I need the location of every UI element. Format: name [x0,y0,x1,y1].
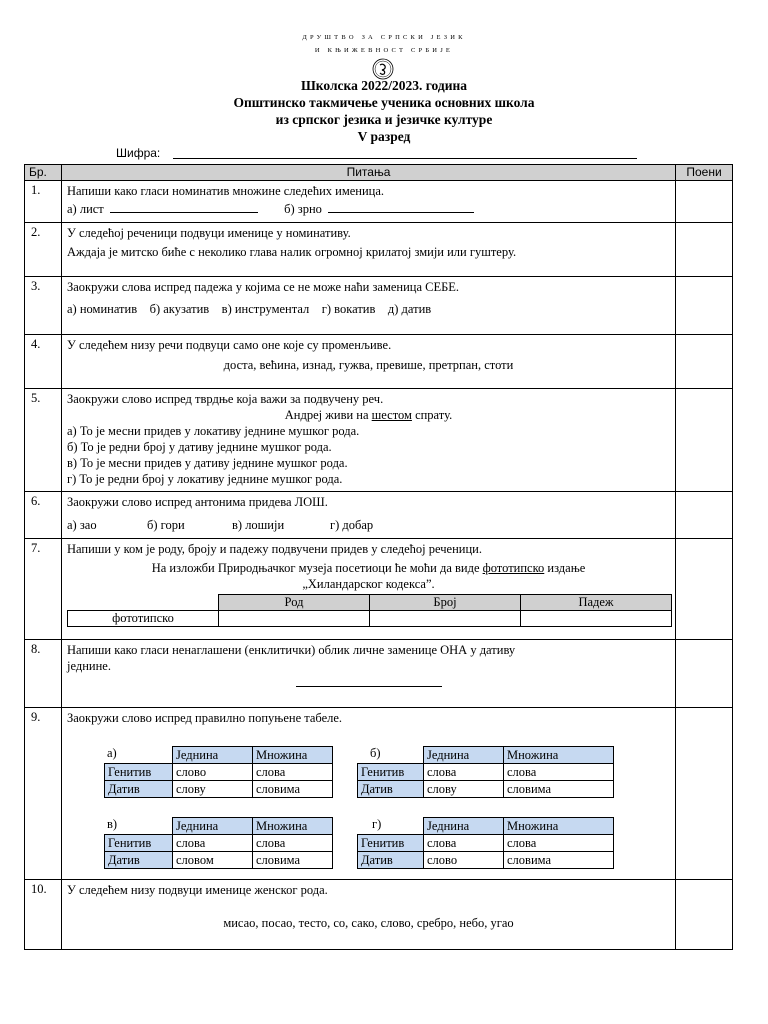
question-number: 1. [25,181,62,223]
question-row-9 [25,708,733,880]
q9-table-b: Једнина Множина Генитив слова слова Датив слову словима [357,746,614,798]
points-cell[interactable] [676,335,733,389]
q6-option-d[interactable]: г) добар [330,518,374,532]
q7-answer-gender[interactable] [219,611,370,627]
header-number: Бр. [25,165,62,181]
q6-option-a[interactable]: а) зао [67,518,97,532]
organization-logo [372,58,394,80]
points-cell[interactable] [676,539,733,640]
points-cell[interactable] [676,492,733,539]
q8-answer-line[interactable] [296,675,442,687]
q7-sentence-line2: „Хиландарског кодекса”. [302,577,435,591]
q7-header-number: Број [370,595,521,611]
q9-table-c: Једнина Множина Генитив слова слова Датив словом словима [104,817,333,869]
q5-option-a[interactable]: а) То је месни придев у локативу једнине мушког рода. [67,424,360,438]
points-cell[interactable] [676,223,733,277]
header-points: Поени [676,165,733,181]
grade-title: V разред [357,129,411,144]
code-input-line[interactable] [173,158,637,159]
code-label: Шифра: [116,146,161,160]
points-cell[interactable] [676,181,733,223]
q1-option-a: а) лист [67,202,104,216]
q6-option-b[interactable]: б) гори [147,518,185,532]
q9-table-a-label[interactable]: а) [107,746,117,760]
question-row-10 [25,880,733,950]
q9-table-c-label[interactable]: в) [107,817,118,831]
organization-name-line2: И КЊИЖЕВНОСТ СРБИЈЕ [314,47,454,54]
question-number: 9. [25,708,62,880]
q9-table-b-label[interactable]: б) [370,746,381,760]
question-text-cont: једнине. [67,659,111,673]
question-number: 7. [25,539,62,640]
points-cell[interactable] [676,708,733,880]
question-text: У следећем низу речи подвуци само оне које су променљиве. [67,338,392,352]
q7-answer-table [67,594,672,627]
q3-options[interactable]: а) номинатив б) акузатив в) инструментал г) вокатив д) датив [67,302,432,316]
question-text: Напиши како гласи ненаглашени (енклитички) облик личне заменице ОНА у дативу [67,643,516,657]
q7-header-case: Падеж [521,595,672,611]
question-number: 6. [25,492,62,539]
q1-option-b: б) зрно [284,202,322,216]
question-number: 8. [25,640,62,708]
question-number: 2. [25,223,62,277]
q5-option-c[interactable]: в) То је месни придев у дативу једнине мушког рода. [67,456,348,470]
q6-option-c[interactable]: в) лошији [232,518,285,532]
question-text: Заокружи слова испред падежа у којима се не може наћи заменица СЕБЕ. [67,280,460,294]
competition-title: Општинско такмичење ученика основних школа [233,95,535,110]
questions-table [24,164,733,950]
points-cell[interactable] [676,640,733,708]
school-year-title: Школска 2022/2023. година [300,78,468,93]
points-cell[interactable] [676,277,733,335]
q9-table-d: Једнина Множина Генитив слова слова Датив слово словима [357,817,614,869]
q4-words[interactable]: доста, већина, изнад, гужва, превише, претрпан, стоти [223,358,514,372]
q1-answer-a[interactable] [110,201,258,213]
question-row-3 [25,277,733,335]
question-row-7 [25,539,733,640]
q7-underlined-word: фототипско [482,561,545,575]
subject-title: из српског језика и језичке културе [275,112,493,127]
question-number: 5. [25,389,62,492]
question-number: 10. [25,880,62,950]
question-row-5 [25,389,733,492]
table-header-row [25,165,733,181]
q5-option-b[interactable]: б) То је редни број у дативу једнине мушког рода. [67,440,332,454]
question-text: Заокружи слово испред антонима придева ЛОШ. [67,495,328,509]
question-text: Заокружи слово испред тврдње која важи за подвучену реч. [67,392,384,406]
question-row-6 [25,492,733,539]
q1-answer-b[interactable] [328,201,474,213]
q5-underlined-word: шестом [371,408,412,422]
q9-table-a: Једнина Множина Генитив слово слова Датив слову словима [104,746,333,798]
q9-table-d-label[interactable]: г) [372,817,382,831]
q7-row-word: фототипско [68,611,219,627]
q7-answer-number[interactable] [370,611,521,627]
question-text: Напиши у ком је роду, броју и падежу подвучени придев у следећој реченици. [67,542,482,556]
question-number: 4. [25,335,62,389]
question-text: Заокружи слово испред правилно попуњене табеле. [67,711,343,725]
q7-header-gender: Род [219,595,370,611]
header-questions: Питања [62,165,676,181]
question-text: У следећем низу подвуци именице женског рода. [67,883,328,897]
q7-sentence: На изложби Природњачког музеја посетиоци ће моћи да виде фототипско издање [151,561,586,575]
points-cell[interactable] [676,389,733,492]
q5-option-d[interactable]: г) То је редни број у локативу једнине мушког рода. [67,472,343,486]
question-number: 3. [25,277,62,335]
question-row-1 [25,181,733,223]
question-text: Напиши како гласи номинатив множине следећих именица. [67,184,385,198]
question-text: У следећој реченици подвуци именице у номинативу. [67,226,351,240]
points-cell[interactable] [676,880,733,950]
question-row-4 [25,335,733,389]
question-row-2 [25,223,733,277]
q10-words[interactable]: мисао, посао, тесто, со, сако, слово, сребро, небо, угао [223,916,514,930]
question-row-8 [25,640,733,708]
q7-answer-case[interactable] [521,611,672,627]
organization-name-line1: ДРУШТВО ЗА СРПСКИ ЈЕЗИК [302,34,466,41]
q2-sentence[interactable]: Аждаја је митско биће с неколико глава налик огромној крилатој змији или гуштеру. [67,245,517,259]
q5-sentence: Андреј живи на шестом спрату. [284,408,453,422]
